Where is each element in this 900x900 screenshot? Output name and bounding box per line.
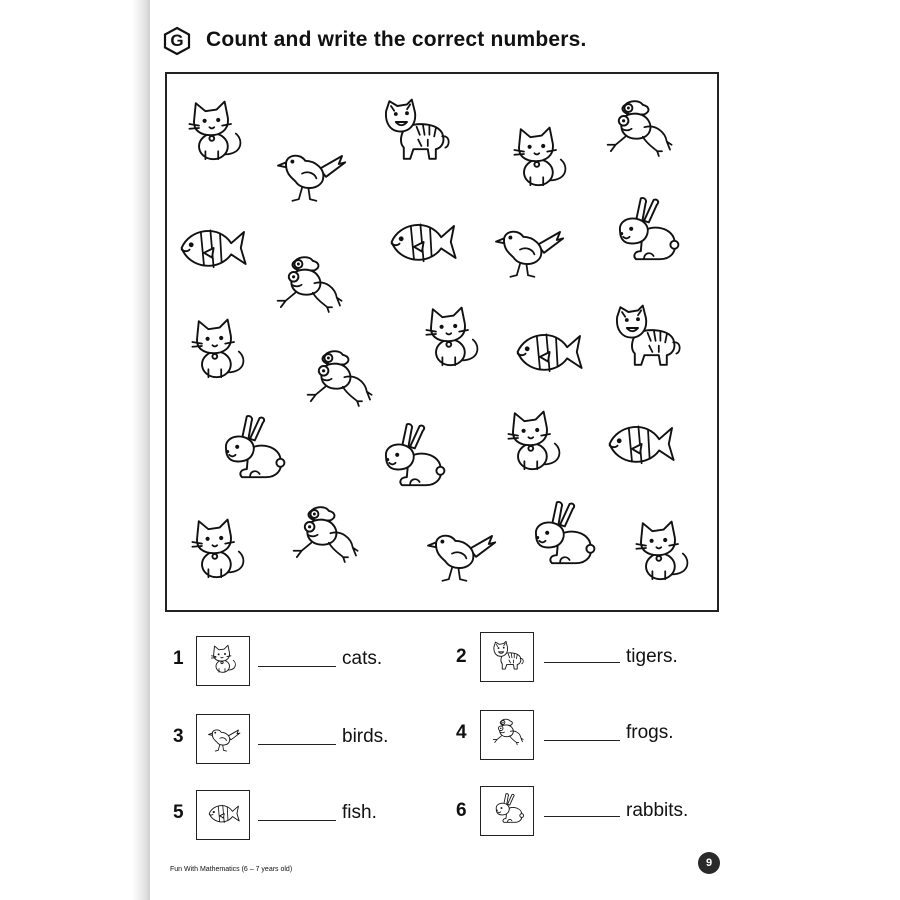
question-number: 6 bbox=[456, 800, 467, 821]
frog-icon bbox=[298, 342, 378, 422]
answer-blank[interactable] bbox=[544, 740, 620, 741]
answer-blank[interactable] bbox=[258, 666, 336, 667]
bird-icon bbox=[488, 208, 568, 288]
exercise-badge bbox=[162, 26, 192, 56]
cat-icon bbox=[494, 402, 574, 482]
question-picture-box bbox=[480, 632, 534, 682]
fish-icon bbox=[382, 202, 462, 282]
cat-icon bbox=[175, 92, 255, 172]
tiger-icon bbox=[606, 296, 686, 376]
cat-icon bbox=[622, 512, 702, 592]
fish-icon bbox=[508, 312, 588, 392]
question-label: tigers. bbox=[626, 646, 678, 667]
book-title-footer: Fun With Mathematics (6 – 7 years old) bbox=[170, 866, 293, 873]
cat-icon bbox=[500, 118, 580, 198]
answer-blank[interactable] bbox=[544, 662, 620, 663]
tiger-icon bbox=[481, 633, 533, 681]
cat-icon bbox=[197, 637, 249, 685]
question-picture-box bbox=[196, 714, 250, 764]
bird-icon bbox=[197, 715, 249, 763]
fish-icon bbox=[172, 208, 252, 288]
fish-icon bbox=[600, 404, 680, 484]
question-number: 4 bbox=[456, 722, 467, 743]
question-label: fish. bbox=[342, 802, 377, 823]
question-number: 3 bbox=[173, 726, 184, 747]
page-gutter-shadow bbox=[0, 0, 150, 900]
question-label: frogs. bbox=[626, 722, 674, 743]
page-number: 9 bbox=[698, 852, 720, 874]
cat-icon bbox=[178, 510, 258, 590]
frog-icon bbox=[284, 498, 364, 578]
exercise-letter: G bbox=[170, 31, 184, 50]
cat-icon bbox=[178, 310, 258, 390]
fish-icon bbox=[197, 791, 249, 839]
rabbit-icon bbox=[370, 418, 450, 498]
cat-icon bbox=[412, 298, 492, 378]
question-picture-box bbox=[480, 786, 534, 836]
question-label: rabbits. bbox=[626, 800, 689, 821]
question-number: 2 bbox=[456, 646, 467, 667]
frog-icon bbox=[481, 711, 533, 759]
rabbit-icon bbox=[520, 496, 600, 576]
exercise-instruction: Count and write the correct numbers. bbox=[206, 28, 587, 51]
question-picture-box bbox=[480, 710, 534, 760]
answer-blank[interactable] bbox=[544, 816, 620, 817]
bird-icon bbox=[420, 512, 500, 592]
answer-blank[interactable] bbox=[258, 744, 336, 745]
frog-icon bbox=[268, 248, 348, 328]
tiger-icon bbox=[375, 90, 455, 170]
rabbit-icon bbox=[210, 410, 290, 490]
bird-icon bbox=[270, 132, 350, 212]
question-number: 1 bbox=[173, 648, 184, 669]
rabbit-icon bbox=[604, 192, 684, 272]
question-label: cats. bbox=[342, 648, 383, 669]
question-number: 5 bbox=[173, 802, 184, 823]
answer-blank[interactable] bbox=[258, 820, 336, 821]
frog-icon bbox=[598, 92, 678, 172]
question-picture-box bbox=[196, 790, 250, 840]
question-label: birds. bbox=[342, 726, 389, 747]
rabbit-icon bbox=[481, 787, 533, 835]
question-picture-box bbox=[196, 636, 250, 686]
